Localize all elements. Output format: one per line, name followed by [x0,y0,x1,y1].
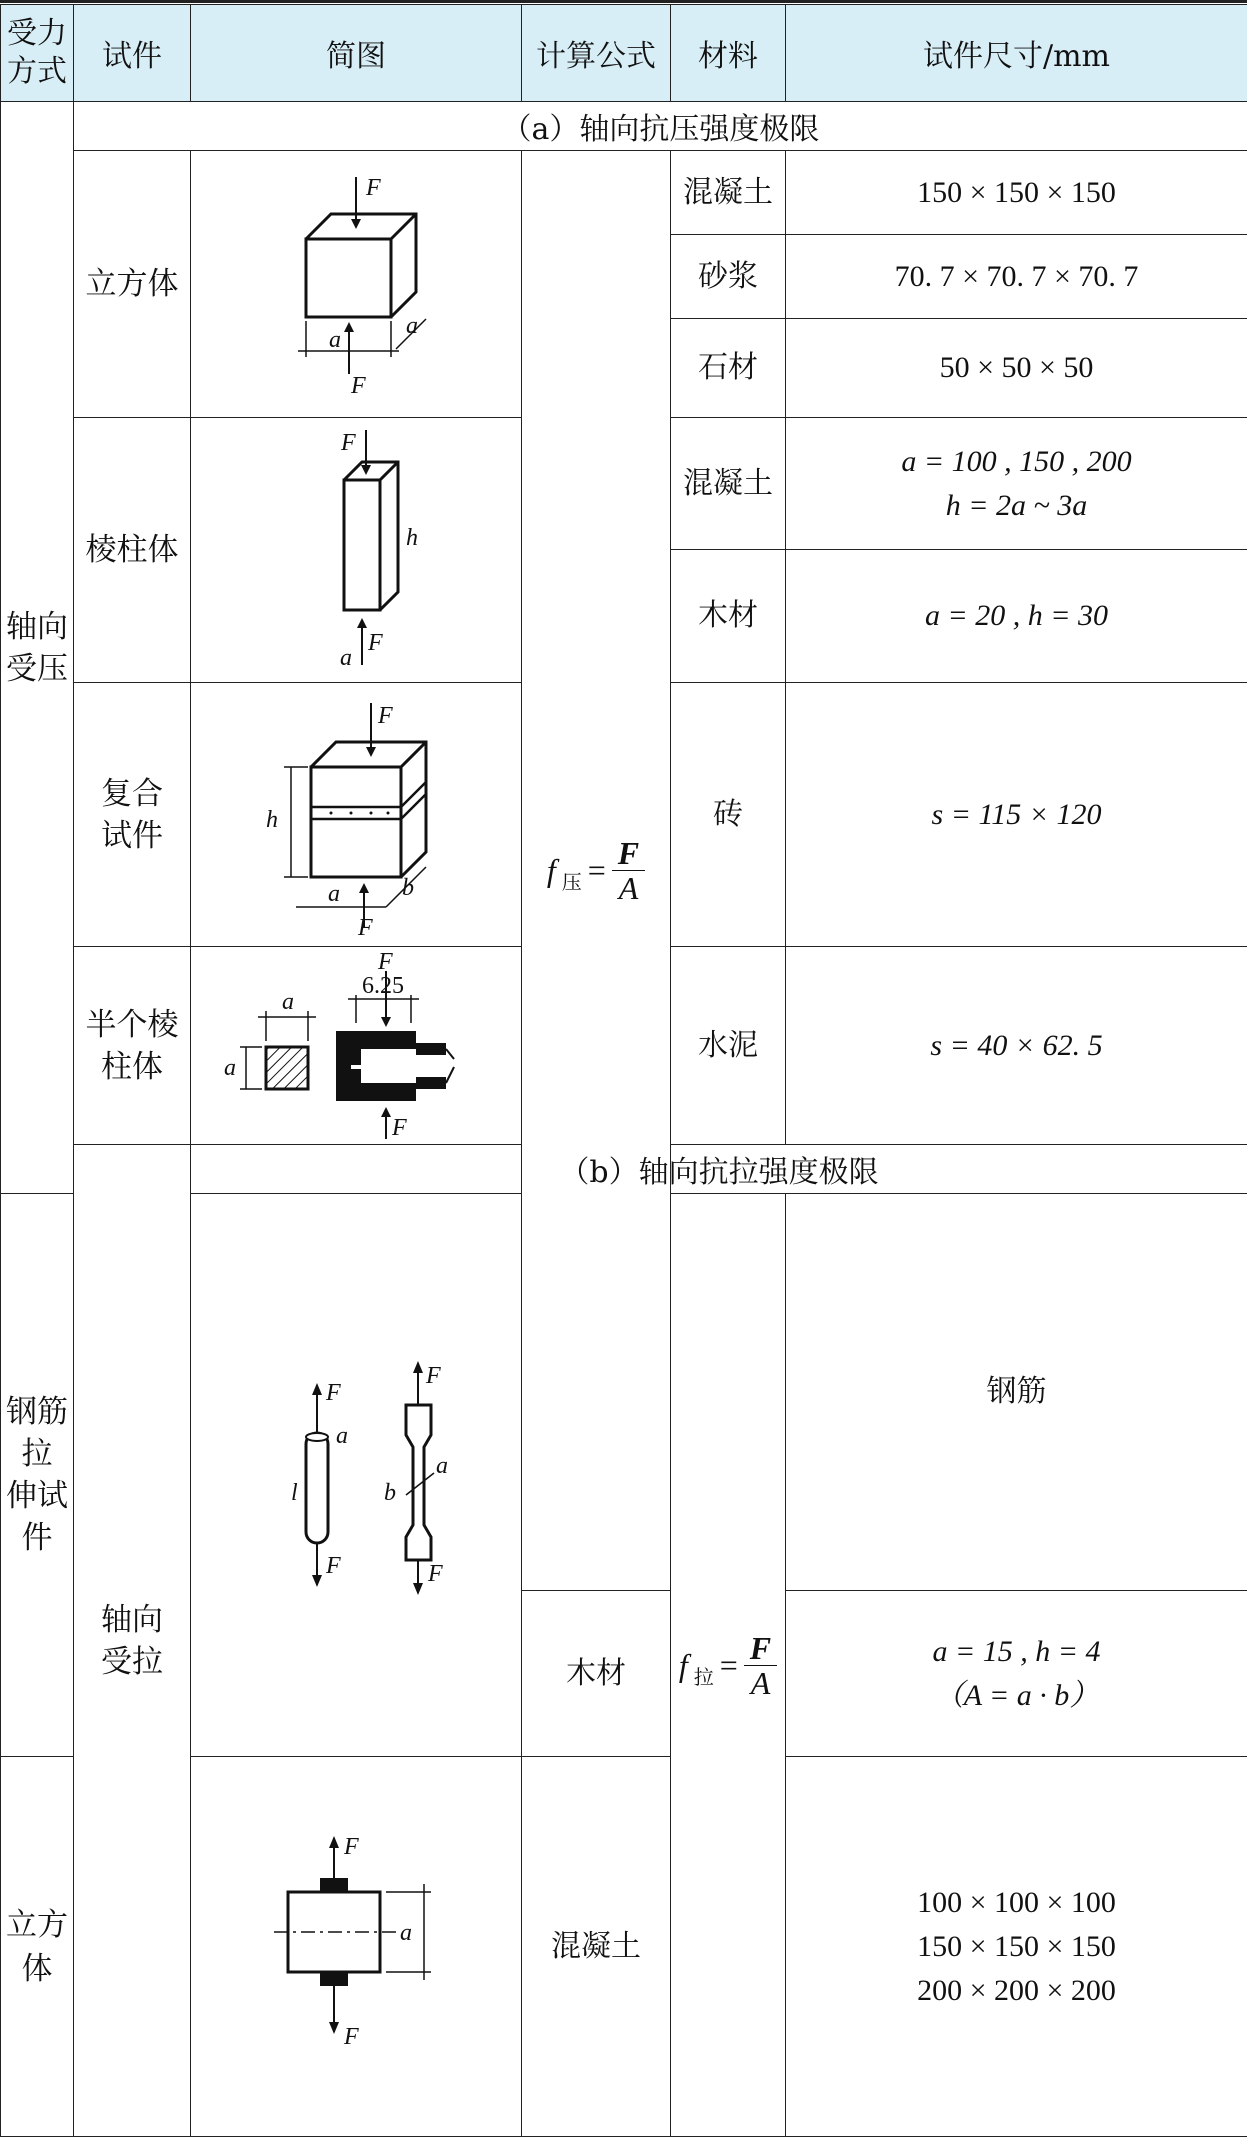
material-cell: 砂浆 [671,235,786,319]
composite-sketch [191,683,522,947]
section-b-title: （b）轴向抗拉强度极限 [191,1145,1247,1194]
composite-dim-a: a [328,881,340,907]
material-cell: 钢筋 [786,1194,1247,1591]
section-b-title-row [1,1145,1247,1194]
specimen-table [0,4,1247,2137]
specimen-cube: 立方体 [74,151,191,418]
steel-sketch [191,1194,522,1757]
tension-cube-sketch [191,1757,522,2137]
material-cell: 木材 [522,1591,671,1757]
material-cell: 混凝土 [522,1757,671,2137]
specimen-half-prism: 半个棱 柱体 [74,947,191,1145]
tcube-dim-a: a [400,1920,412,1946]
wood-force-top: F [425,1363,441,1389]
size-cell [786,1591,1247,1757]
formula-compression [522,151,671,1591]
prism-force-top: F [340,430,356,456]
formula-den: A [745,1666,777,1700]
material-cell: 混凝土 [671,151,786,235]
prism-sketch [191,418,522,683]
formula-num: F [612,836,645,871]
header-sketch: 简图 [191,5,522,102]
size-cell [786,1757,1247,2137]
material-cell: 水泥 [671,947,786,1145]
cube-force-bottom: F [350,373,366,399]
section-a-title-row [1,102,1247,151]
prism-dim-h: h [406,525,418,551]
half-prism-force-top: F [377,951,393,975]
half-prism-dim-625: 6.25 [362,973,404,999]
tcube-force-bottom: F [343,2024,359,2050]
cube-compression-figure [256,169,456,399]
size-cell: 50 × 50 × 50 [786,319,1247,418]
formula-eq: = [588,852,606,889]
header-specimen: 试件 [74,5,191,102]
tcube-force-top: F [343,1834,359,1860]
size-line: 100 × 100 × 100 [786,1881,1247,1925]
size-line: a = 15 , h = 4 [786,1630,1247,1674]
composite-figure [236,695,476,935]
formula-fraction [612,836,645,905]
cube-row-1 [1,151,1247,235]
size-line: a = 100 , 150 , 200 [786,440,1247,484]
steel-force-top: F [325,1380,341,1406]
header-mode: 受力 方式 [1,5,74,102]
prism-force-bottom: F [367,630,383,656]
header-size: 试件尺寸/mm [786,5,1247,102]
tension-cube-figure [236,1832,476,2062]
mode-compression: 轴向 受压 [1,102,74,1194]
top-rule [0,0,1247,3]
composite-dim-b: b [402,875,414,901]
specimen-prism: 棱柱体 [74,418,191,683]
size-cell [786,947,1247,1145]
formula-tension-expr [679,1631,777,1700]
section-a-title: （a）轴向抗压强度极限 [74,102,1247,151]
material-cell: 砖 [671,683,786,947]
formula-sub: 压 [562,866,582,895]
specimen-composite: 复合 试件 [74,683,191,947]
half-prism-dim-a2: a [224,1055,236,1081]
wood-dim-b: b [384,1480,396,1506]
size-text: s = 40 × 62. 5 [930,1029,1102,1062]
formula-f: f [547,852,556,889]
half-prism-force-bottom: F [391,1115,407,1141]
prism-figure [256,425,456,675]
formula-fraction [744,1631,777,1700]
size-cell: 70. 7 × 70. 7 × 70. 7 [786,235,1247,319]
size-line: （A = a · b） [786,1674,1247,1718]
size-cell [786,683,1247,947]
specimen-tension-cube: 立方体 [1,1757,74,2137]
steel-dim-l: l [291,1480,298,1506]
half-prism-figure [206,951,506,1141]
size-cell: a = 20 , h = 30 [786,550,1247,683]
cube-sketch [191,151,522,418]
formula-f: f [679,1647,688,1684]
header-row [1,5,1247,102]
cube-force-top: F [365,175,381,201]
steel-dim-a: a [336,1423,348,1449]
header-material: 材料 [671,5,786,102]
size-line: 200 × 200 × 200 [786,1969,1247,2013]
header-formula: 计算公式 [522,5,671,102]
formula-tension [671,1194,786,2137]
size-line: 150 × 150 × 150 [786,1925,1247,1969]
cube-dim-a: a [329,327,341,353]
half-prism-dim-a: a [282,989,294,1015]
wood-dim-a: a [436,1453,448,1479]
cube-dim-a2: a [406,313,418,339]
formula-eq: = [720,1647,738,1684]
formula-sub: 拉 [694,1661,714,1690]
composite-force-top: F [377,703,393,729]
composite-force-bottom: F [357,915,373,935]
size-cell [786,418,1247,550]
size-cell: 150 × 150 × 150 [786,151,1247,235]
material-cell: 石材 [671,319,786,418]
steel-tensile-figure [236,1355,476,1595]
formula-compression-expr [547,836,645,905]
formula-num: F [744,1631,777,1666]
material-cell: 混凝土 [671,418,786,550]
prism-dim-a: a [340,645,352,671]
specimen-steel: 钢筋拉 伸试件 [1,1194,74,1757]
material-cell: 木材 [671,550,786,683]
formula-den: A [613,871,645,905]
wood-force-bottom: F [427,1561,443,1587]
size-text: s = 115 × 120 [932,798,1102,831]
mode-tension: 轴向 受拉 [74,1145,191,2137]
steel-force-bottom: F [325,1553,341,1579]
composite-dim-h: h [266,807,278,833]
half-prism-sketch [191,947,522,1145]
size-line: h = 2a ~ 3a [786,484,1247,528]
